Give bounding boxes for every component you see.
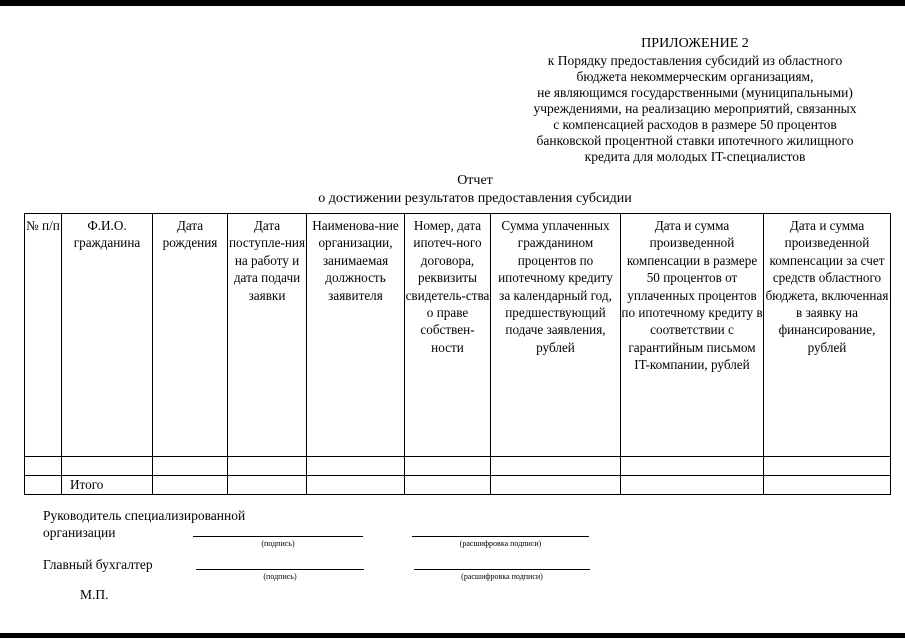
table-cell (621, 476, 764, 495)
appendix-title: ПРИЛОЖЕНИЕ 2 (641, 36, 749, 51)
table-cell (307, 476, 405, 495)
report-title-line1: Отчет (457, 173, 493, 188)
table-cell (405, 476, 491, 495)
report-title (250, 172, 700, 208)
head-label-line1: Руководитель специализированной (43, 508, 246, 523)
head-signature-line (193, 536, 363, 537)
appendix-line: кредита для молодых IT-специалистов (584, 149, 806, 164)
column-header-mortgage-contract: Номер, дата ипотеч-ного договора, реквизиты свидетель-ства о праве собствен-ности (405, 214, 491, 457)
appendix-line: к Порядку предоставления субсидий из областного (547, 53, 843, 68)
appendix-line: не являющимся государственными (муниципальными) (537, 85, 853, 100)
table-row (25, 457, 891, 476)
column-header-full-name: Ф.И.О. гражданина (62, 214, 153, 457)
column-header-compensation-it: Дата и сумма произведенной компенсации в размере 50 процентов от уплаченных процентов по ипотечному кредиту в соответствии с гарантийным письмом IT-компании, рублей (621, 214, 764, 457)
report-title-line2: о достижении результатов предоставления субсидии (318, 191, 632, 206)
head-transcript-line (412, 536, 589, 537)
table-cell (764, 457, 891, 476)
appendix-header (495, 36, 895, 165)
report-table (24, 213, 891, 495)
appendix-line: бюджета некоммерческим организациям, (576, 69, 814, 84)
column-header-interest-paid: Сумма уплаченных гражданином процентов по ипотечному кредиту за календарный год, предшествующий подаче заявления, рублей (491, 214, 621, 457)
column-header-employment-date: Дата поступле-ния на работу и дата подачи заявки (228, 214, 307, 457)
accountant-signature-line (196, 569, 364, 570)
appendix-line: банковской процентной ставки ипотечного жилищного (536, 133, 854, 148)
total-label: Итого (62, 476, 153, 495)
accountant-signature-label: Главный бухгалтер (43, 557, 153, 572)
table-cell (307, 457, 405, 476)
top-border-line (0, 0, 905, 6)
table-cell (621, 457, 764, 476)
head-signature-caption: (подпись) (261, 539, 295, 548)
accountant-signature-caption: (подпись) (263, 572, 297, 581)
head-label-line2: организации (43, 525, 116, 540)
table-cell (25, 457, 62, 476)
total-row (25, 476, 891, 495)
table-cell (62, 457, 153, 476)
head-transcript-caption: (расшифровка подписи) (459, 539, 542, 548)
accountant-transcript-line (414, 569, 590, 570)
appendix-line: с компенсацией расходов в размере 50 процентов (553, 117, 837, 132)
bottom-border-line (0, 633, 905, 638)
table-cell (153, 457, 228, 476)
table-cell (153, 476, 228, 495)
column-header-birth-date: Дата рождения (153, 214, 228, 457)
table-cell (228, 476, 307, 495)
table-cell (491, 457, 621, 476)
table-cell (764, 476, 891, 495)
column-header-organization: Наименова-ние организации, занимаемая должность заявителя (307, 214, 405, 457)
table-cell (491, 476, 621, 495)
appendix-line: учреждениями, на реализацию мероприятий, связанных (533, 101, 857, 116)
accountant-transcript-caption: (расшифровка подписи) (461, 572, 543, 581)
table-cell (405, 457, 491, 476)
stamp-label: М.П. (80, 587, 109, 602)
column-header-number: № п/п (25, 214, 62, 457)
table-cell (228, 457, 307, 476)
column-header-compensation-budget: Дата и сумма произведенной компенсации за счет средств областного бюджета, включенная в заявку на финансирование, рублей (764, 214, 891, 457)
table-cell (25, 476, 62, 495)
